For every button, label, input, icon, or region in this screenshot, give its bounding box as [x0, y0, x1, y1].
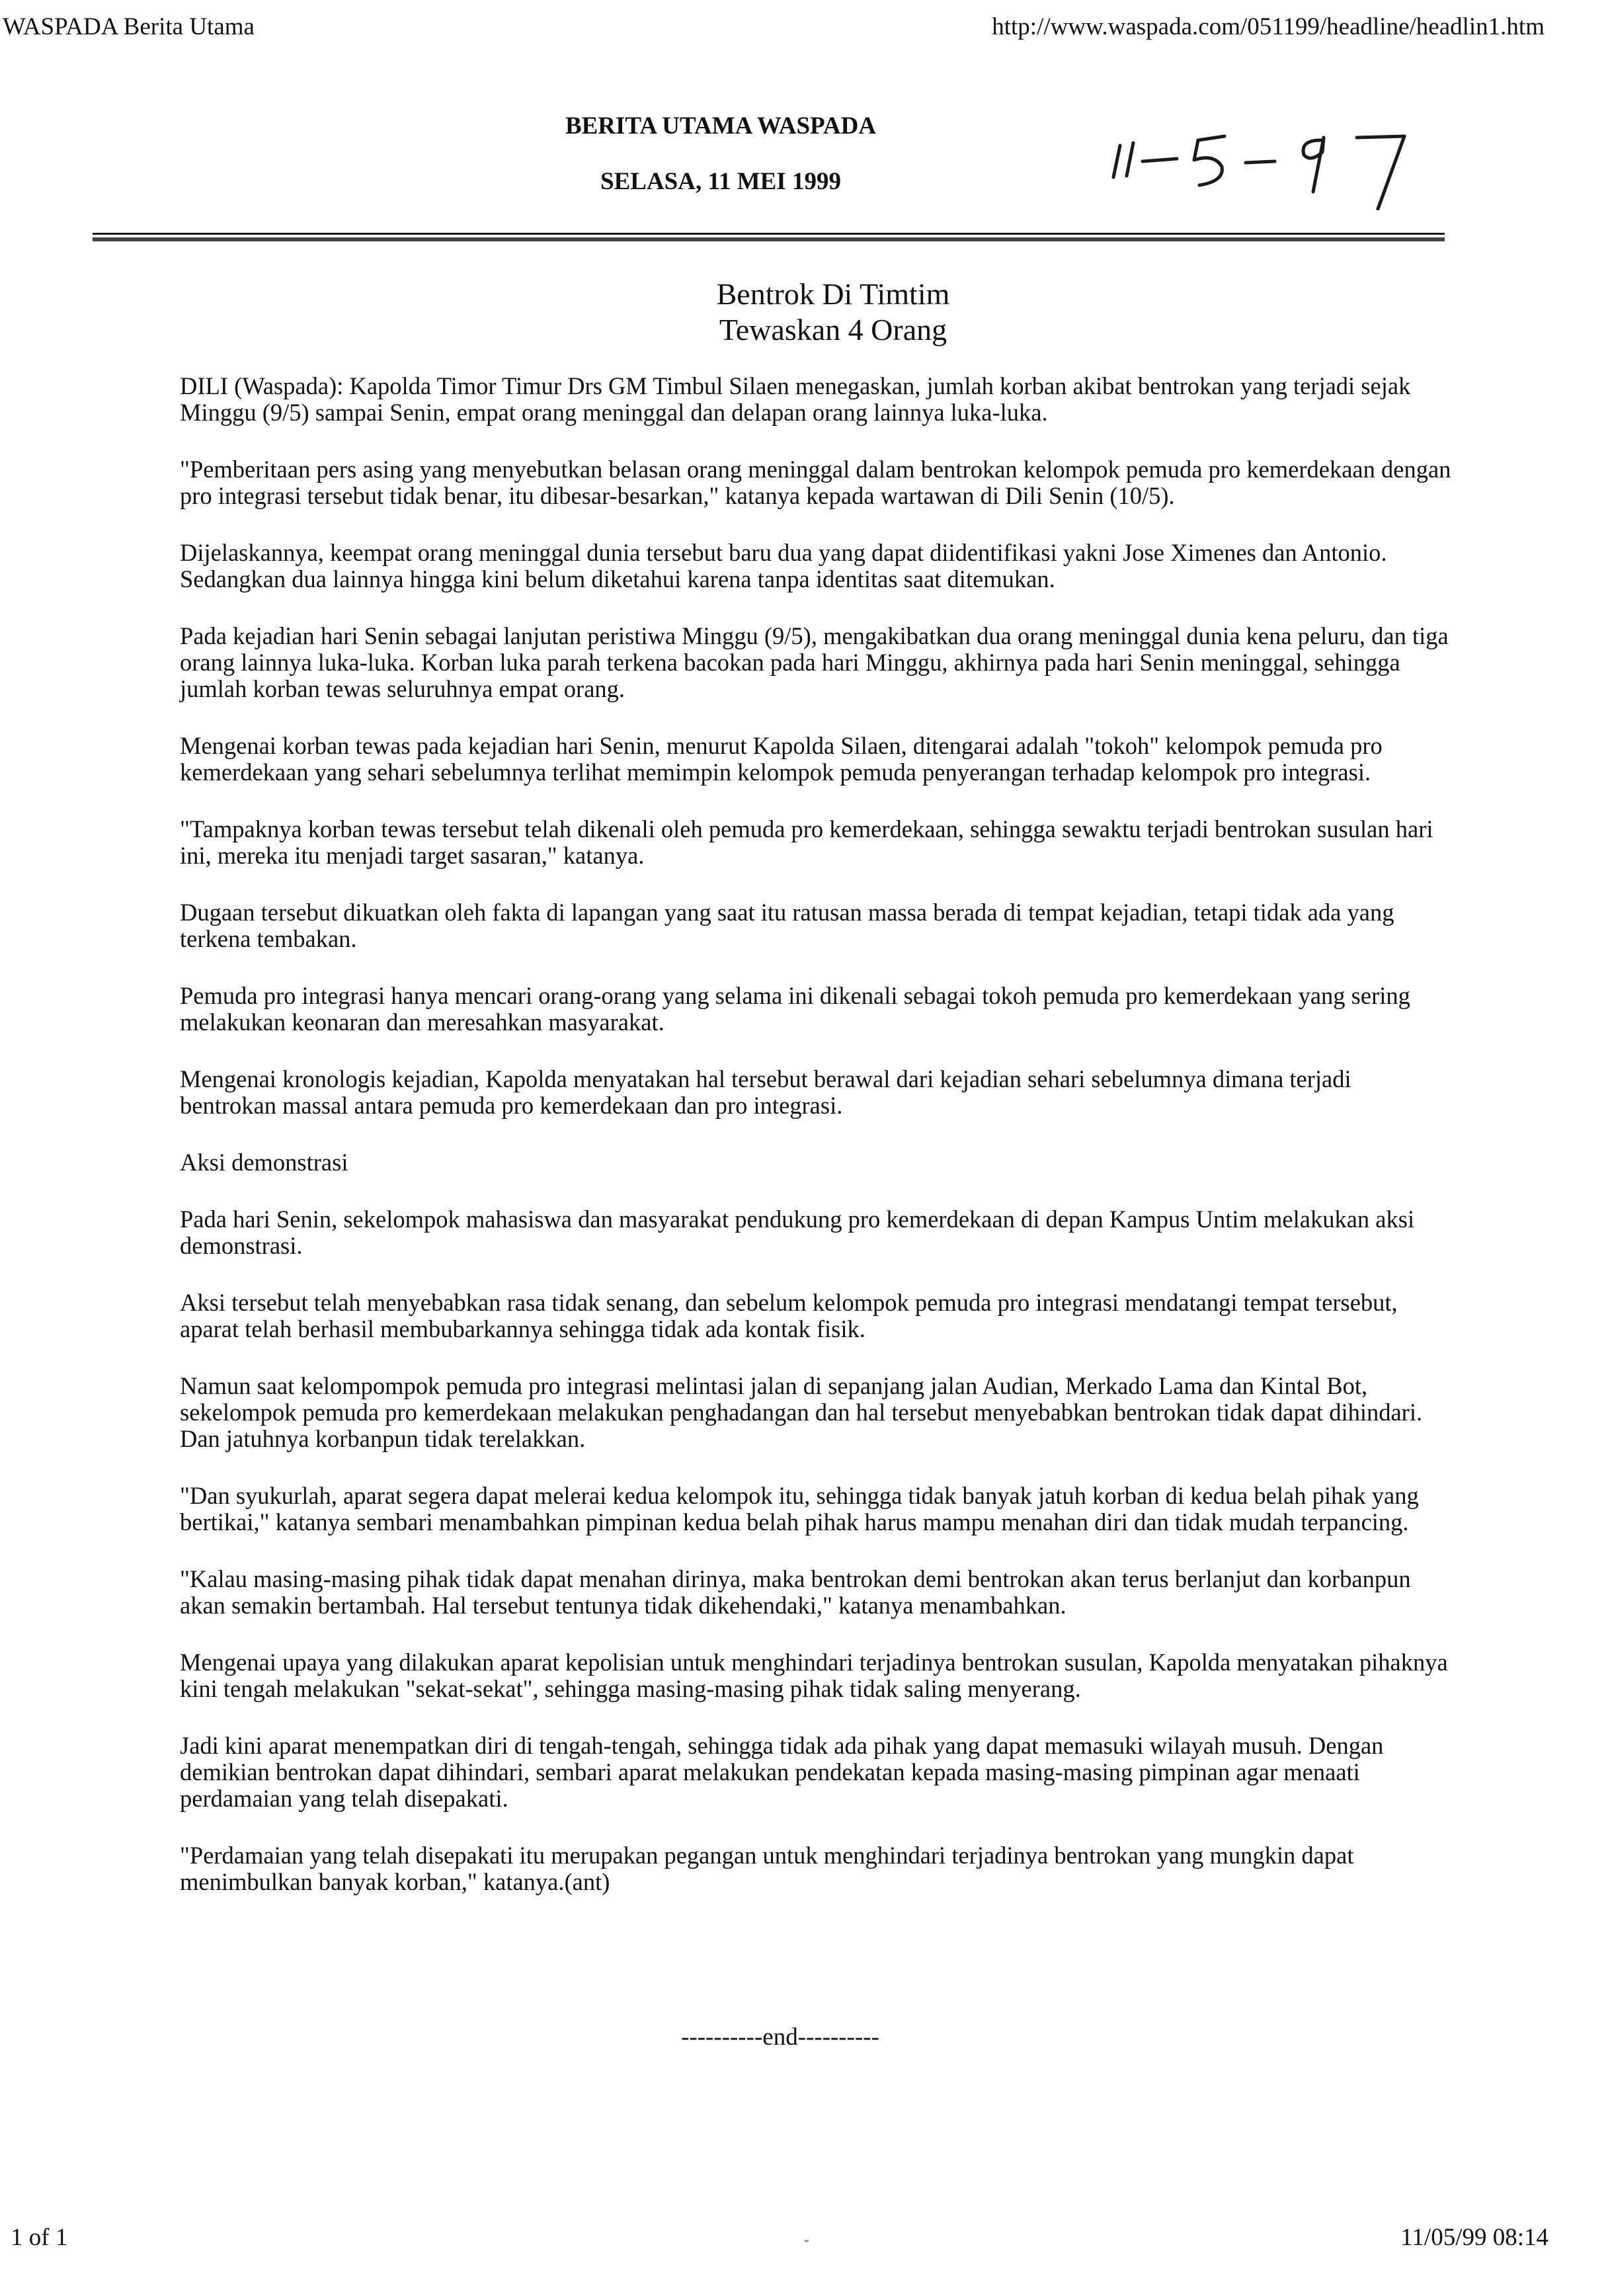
article-paragraph: "Tampaknya korban tewas tersebut telah dikenali oleh pemuda pro kemerdekaan, sehingga sewaktu terjadi bentrokan susulan hari ini, mereka itu menjadi target sasaran," katanya.: [180, 815, 1433, 869]
article-paragraph: Pada hari Senin, sekelompok mahasiswa dan masyarakat pendukung pro kemerdekaan di depan Kampus Untim melakukan aksi demonstrasi.: [180, 1206, 1415, 1259]
article-paragraph: "Pemberitaan pers asing yang menyebutkan belasan orang meninggal dalam bentrokan kelompok pemuda pro kemerdekaan dengan pro integrasi tersebut tidak benar, itu dibesar-besarkan," katanya kepada wartawan di Dili Senin (10/5).: [180, 456, 1451, 509]
headline: [569, 276, 1098, 348]
page-url[interactable]: http://www.waspada.com/051199/headline/headlin1.htm: [992, 13, 1545, 40]
headline-line-1: Bentrok Di Timtim: [716, 277, 950, 311]
article-paragraph: Dijelaskannya, keempat orang meninggal dunia tersebut baru dua yang dapat diidentifikasi yakni Jose Ximenes dan Antonio. Sedangkan dua lainnya hingga kini belum diketahui karena tanpa identitas saat ditemukan.: [180, 539, 1387, 593]
article-paragraph: "Perdamaian yang telah disepakati itu merupakan pegangan untuk menghindari terjadinya bentrokan yang mungkin dapat menimbulkan banyak korban," katanya.(ant): [180, 1842, 1354, 1895]
header-rule-thin: [93, 233, 1445, 235]
scan-speck: ˇ: [804, 2236, 809, 2253]
article-paragraph: Aksi tersebut telah menyebabkan rasa tidak senang, dan sebelum kelompok pemuda pro integrasi mendatangi tempat tersebut, aparat telah berhasil membubarkannya sehingga tidak ada kontak fisik.: [180, 1289, 1398, 1342]
article-paragraph: Mengenai kronologis kejadian, Kapolda menyatakan hal tersebut berawal dari kejadian sehari sebelumnya dimana terjadi bentrokan massal antara pemuda pro kemerdekaan dan pro integrasi.: [180, 1065, 1351, 1119]
header-rule-thick: [93, 237, 1445, 241]
article-paragraph: Namun saat kelompompok pemuda pro integrasi melintasi jalan di sepanjang jalan Audian, Merkado Lama dan Kintal Bot, sekelompok pemuda pro kemerdekaan melakukan penghadangan dan hal tersebut menyebabkan bentrokan tidak dapat dihindari. Dan jatuhnya korbanpun tidak terelakkan.: [180, 1372, 1423, 1452]
article-paragraph: Dugaan tersebut dikuatkan oleh fakta di lapangan yang saat itu ratusan massa berada di tempat kejadian, tetapi tidak ada yang terkena tembakan.: [180, 899, 1394, 952]
end-marker: ----------end----------: [681, 2024, 879, 2051]
print-timestamp: 11/05/99 08:14: [1400, 2224, 1548, 2251]
article-paragraph: "Dan syukurlah, aparat segera dapat melerai kedua kelompok itu, sehingga tidak banyak jatuh korban di kedua belah pihak yang bertikai," katanya sembari menambahkan pimpinan kedua belah pihak harus mampu menahan diri dan tidak mudah terpancing.: [180, 1482, 1419, 1536]
article-paragraph: Mengenai upaya yang dilakukan aparat kepolisian untuk menghindari terjadinya bentrokan susulan, Kapolda menyatakan pihaknya kini tengah melakukan "sekat-sekat", sehingga masing-masing pihak tidak saling menyerang.: [180, 1649, 1448, 1702]
article-paragraph: Pada kejadian hari Senin sebagai lanjutan peristiwa Minggu (9/5), mengakibatkan dua orang meninggal dunia kena peluru, dan tiga orang lainnya luka-luka. Korban luka parah terkena bacokan pada hari Minggu, akhirnya pada hari Senin meninggal, sehingga jumlah korban tewas seluruhnya empat orang.: [180, 622, 1449, 702]
article-paragraph: Jadi kini aparat menempatkan diri di tengah-tengah, sehingga tidak ada pihak yang dapat memasuki wilayah musuh. Dengan demikian bentrokan dapat dihindari, sembari aparat melakukan pendekatan kepada masing-masing pimpinan agar menaati perdamaian yang telah disepakati.: [180, 1732, 1384, 1812]
article-paragraph: "Kalau masing-masing pihak tidak dapat menahan dirinya, maka bentrokan demi bentrokan akan terus berlanjut dan korbanpun akan semakin bertambah. Hal tersebut tentunya tidak dikehendaki," katanya menambahkan.: [180, 1565, 1411, 1619]
article-subheading: Aksi demonstrasi: [180, 1149, 348, 1176]
site-title: WASPADA Berita Utama: [3, 13, 255, 40]
article-paragraph: Mengenai korban tewas pada kejadian hari Senin, menurut Kapolda Silaen, ditengarai adalah "tokoh" kelompok pemuda pro kemerdekaan yang sehari sebelumnya terlihat memimpin kelompok pemuda penyerangan terhadap kelompok pro integrasi.: [180, 732, 1383, 786]
article-body: [180, 373, 1453, 1926]
page-count: 1 of 1: [11, 2224, 68, 2251]
headline-line-2: Tewaskan 4 Orang: [719, 313, 947, 347]
handwritten-date-annotation: [1108, 111, 1412, 210]
masthead-section: BERITA UTAMA WASPADA: [565, 112, 877, 140]
masthead-date: SELASA, 11 MEI 1999: [600, 168, 841, 195]
article-paragraph: Pemuda pro integrasi hanya mencari orang-orang yang selama ini dikenali sebagai tokoh pemuda pro kemerdekaan yang sering melakukan keonaran dan meresahkan masyarakat.: [180, 982, 1410, 1036]
article-paragraph: DILI (Waspada): Kapolda Timor Timur Drs GM Timbul Silaen menegaskan, jumlah korban akibat bentrokan yang terjadi sejak Minggu (9/5) sampai Senin, empat orang meninggal dan delapan orang lainnya luka-luka.: [180, 372, 1411, 426]
